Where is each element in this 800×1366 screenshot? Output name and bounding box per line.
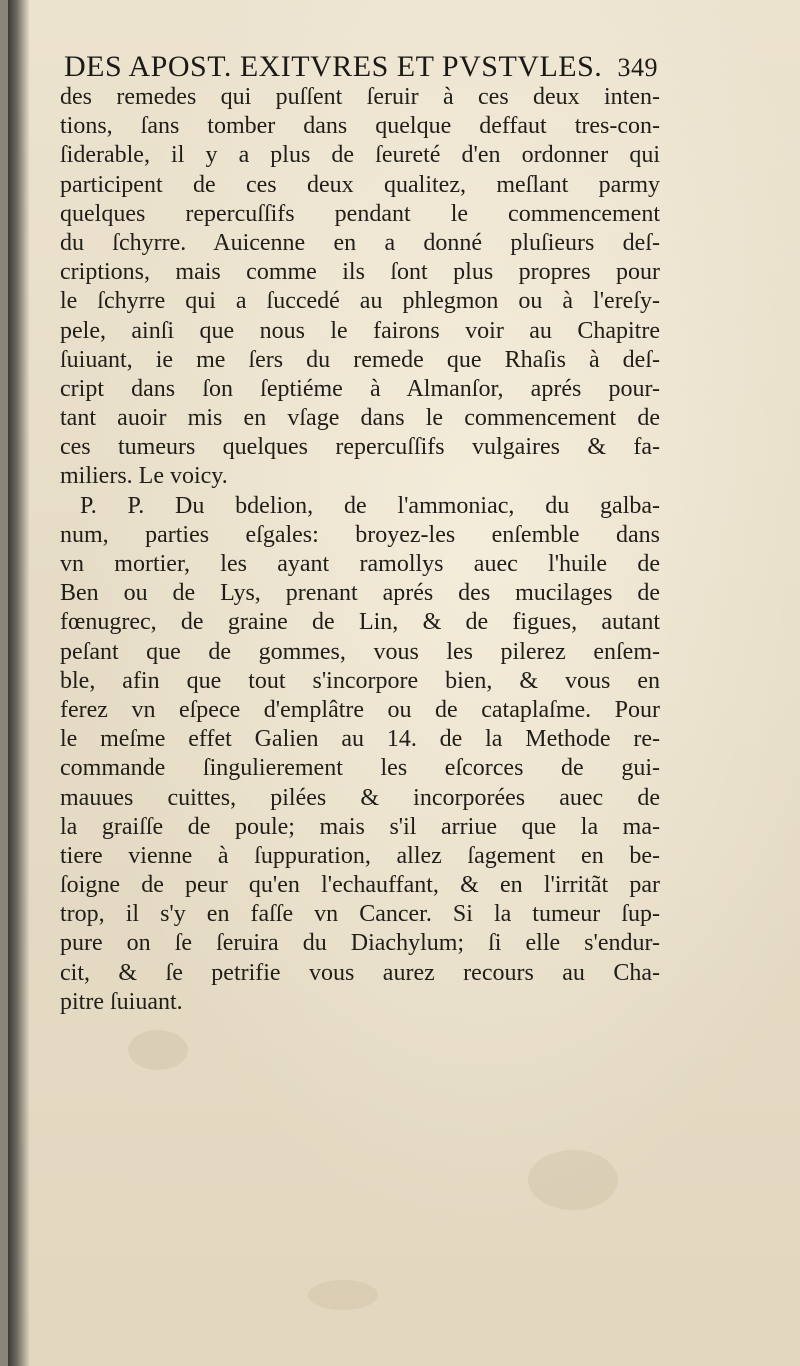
text-line: le ſchyrre qui a ſuccedé au phlegmon ou à l'ereſy- xyxy=(60,288,660,315)
text-line: criptions, mais comme ils ſont plus propres pour xyxy=(60,259,660,286)
text-line: vn mortier, les ayant ramollys auec l'huile de xyxy=(60,551,660,577)
text-line: ferez vn eſpece d'emplâtre ou de cataplaſme. Pour xyxy=(60,696,660,723)
text-line: participent de ces deux qualitez, meſlant parmy xyxy=(60,171,660,198)
binding-edge xyxy=(8,0,30,1366)
text-line: quelques repercuſſifs pendant le commencement xyxy=(60,200,660,227)
text-line: fœnugrec, de graine de Lin, & de figues, autant xyxy=(60,609,660,636)
text-line: tions, ſans tomber dans quelque deffaut tres-con- xyxy=(60,113,660,140)
text-line: du ſchyrre. Auicenne en a donné pluſieurs deſ- xyxy=(60,229,660,256)
text-line: mauues cuittes, pilées & incorporées auec de xyxy=(60,784,660,811)
text-line: ſiderable, il y a plus de ſeureté d'en ordonner qui xyxy=(60,142,660,169)
paper-stain xyxy=(128,1030,188,1070)
paper-stain xyxy=(528,1150,618,1210)
text-line: tiere vienne à ſuppuration, allez ſagement en be- xyxy=(60,842,660,869)
text-line: peſant que de gommes, vous les pilerez enſem- xyxy=(60,638,660,665)
text-line: cript dans ſon ſeptiéme à Almanſor, aprés pour- xyxy=(60,375,660,402)
page-number: 349 xyxy=(617,53,658,82)
text-line: ces tumeurs quelques repercuſſifs vulgaires & fa- xyxy=(60,434,660,461)
text-line: miliers. Le voicy. xyxy=(60,463,228,490)
text-line: le meſme effet Galien au 14. de la Methode re- xyxy=(60,726,660,753)
text-line: trop, il s'y en faſſe vn Cancer. Si la tumeur ſup- xyxy=(60,901,660,928)
text-line: pitre ſuiuant. xyxy=(60,988,183,1015)
running-head-title: DES APOST. EXITVRES ET PVSTVLES. xyxy=(64,50,603,83)
text-line: ble, afin que tout s'incorpore bien, & vous en xyxy=(60,667,660,694)
text-line: commande ſingulierement les eſcorces de gui- xyxy=(60,755,660,782)
text-line: des remedes qui puſſent ſeruir à ces deux inten- xyxy=(60,84,660,110)
text-line: cit, & ſe petrifie vous aurez recours au Cha- xyxy=(60,959,660,986)
body-text xyxy=(60,83,660,1017)
text-line: num, parties eſgales: broyez-les enſemble dans xyxy=(60,521,660,548)
text-line: Ben ou de Lys, prenant aprés des mucilages de xyxy=(60,580,660,607)
text-line: pele, ainſi que nous le fairons voir au Chapitre xyxy=(60,317,660,344)
text-line: ſuiuant, ie me ſers du remede que Rhaſis à deſ- xyxy=(60,346,660,373)
text-line: ſoigne de peur qu'en l'echauffant, & en l'irritãt par xyxy=(60,872,660,899)
book-page xyxy=(8,0,800,1366)
running-head xyxy=(64,50,658,84)
text-line: tant auoir mis en vſage dans le commencement de xyxy=(60,405,660,432)
paper-stain xyxy=(308,1280,378,1310)
text-line: pure on ſe ſeruira du Diachylum; ſi elle s'endur- xyxy=(60,930,660,957)
text-line: la graiſſe de poule; mais s'il arriue que la ma- xyxy=(60,813,660,840)
text-line: P. P. Du bdelion, de l'ammoniac, du galba- xyxy=(80,492,660,519)
